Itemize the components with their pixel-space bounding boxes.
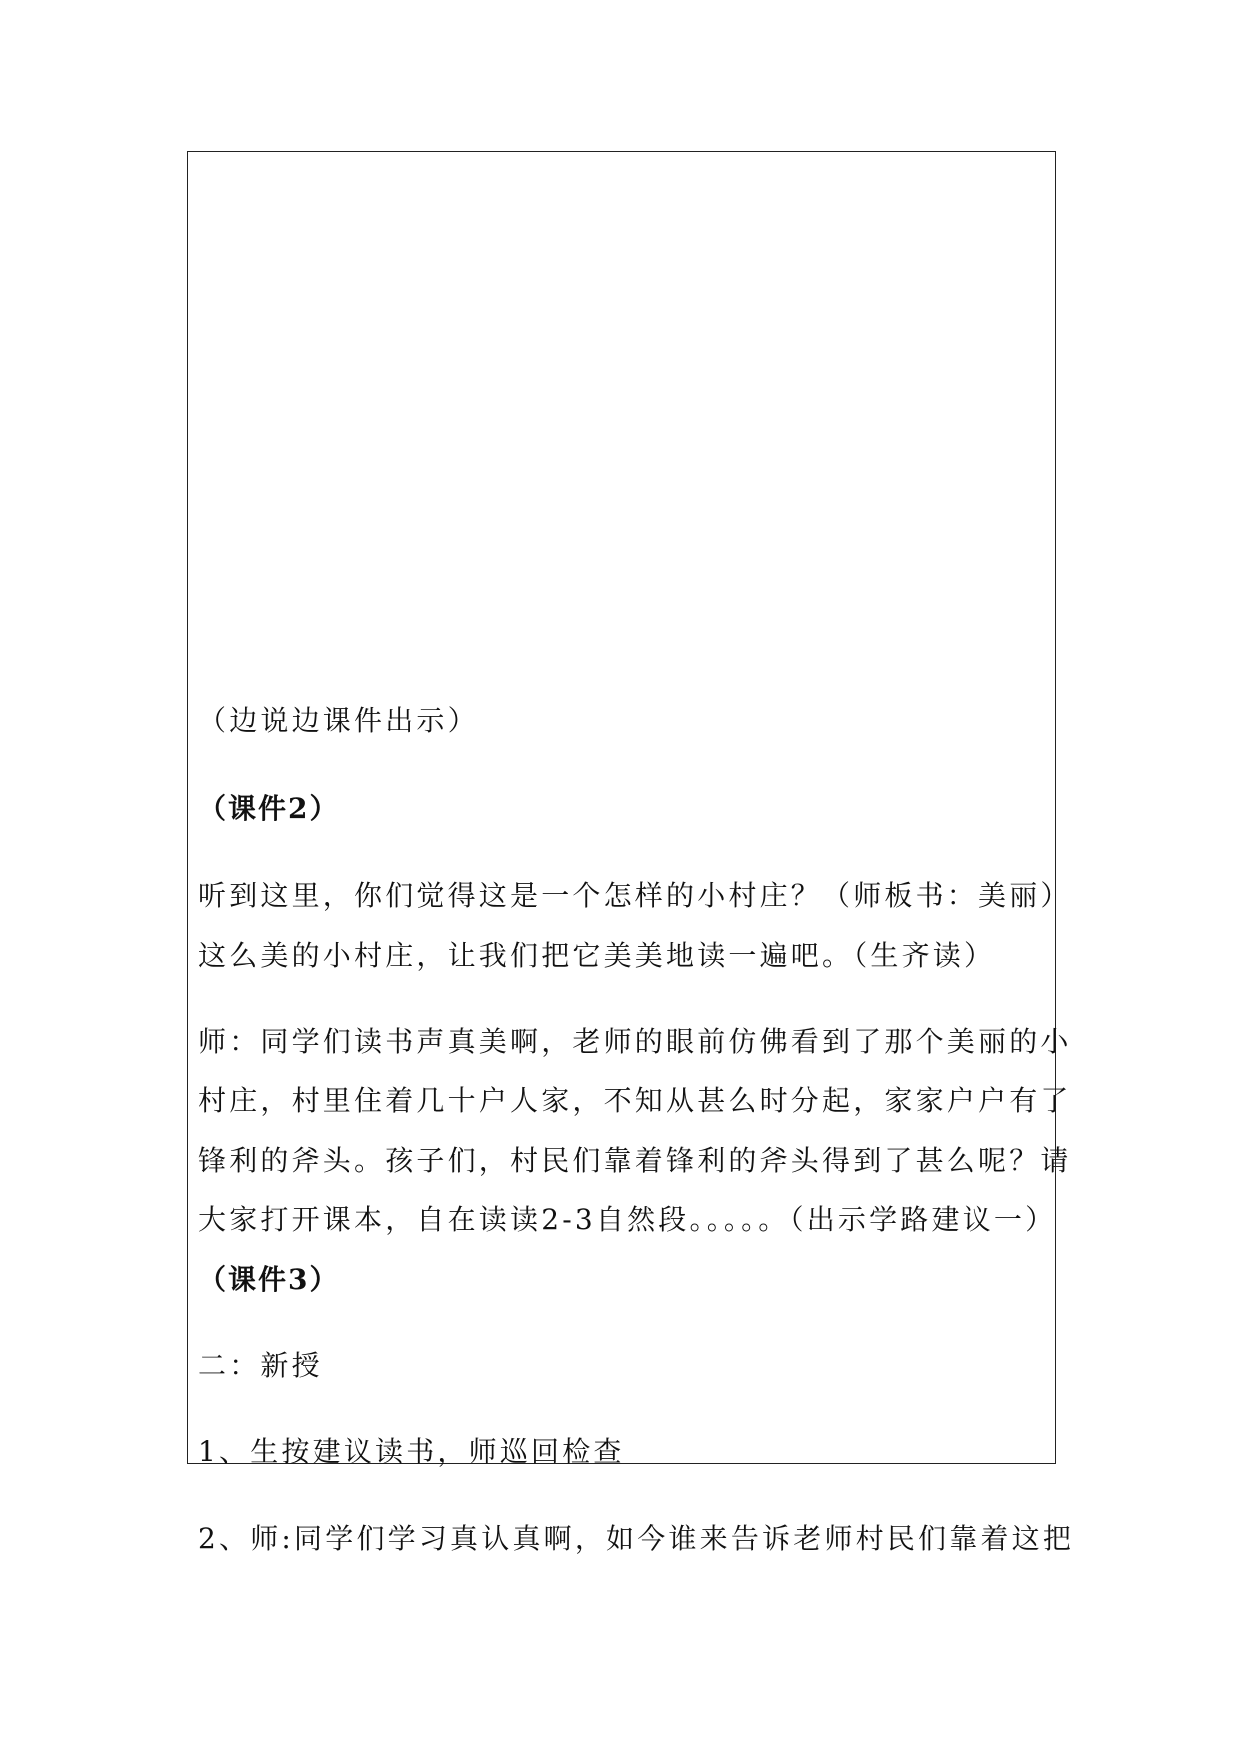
text-line-courseware-3: （课件3） [198,1263,340,1296]
text-line-step-1: 1、生按建议读书，师巡回检查 [198,1435,625,1468]
text-line-step-2: 2、师:同学们学习真认真啊，如今谁来告诉老师村民们靠着这把 [198,1522,1075,1555]
text-line-teacher-1: 师：同学们读书声真美啊，老师的眼前仿佛看到了那个美丽的小 [198,1025,1072,1058]
text-line-question: 听到这里，你们觉得这是一个怎样的小村庄？（师板书：美丽） [198,879,1072,912]
text-line-teacher-4: 大家打开课本，自在读读2-3自然段。。。。。（出示学路建议一） [198,1203,1057,1236]
text-line-teacher-2: 村庄，村里住着几十户人家，不知从甚么时分起，家家户户有了 [198,1084,1072,1117]
text-line-teacher-3: 锋利的斧头。孩子们，村民们靠着锋利的斧头得到了甚么呢？请 [198,1144,1072,1177]
text-line-new-lesson: 二：新授 [198,1349,323,1382]
text-line-courseware-2: （课件2） [198,792,340,825]
text-line-courseware-note: （边说边课件出示） [198,704,479,737]
text-line-read-aloud: 这么美的小村庄，让我们把它美美地读一遍吧。（生齐读） [198,939,996,972]
